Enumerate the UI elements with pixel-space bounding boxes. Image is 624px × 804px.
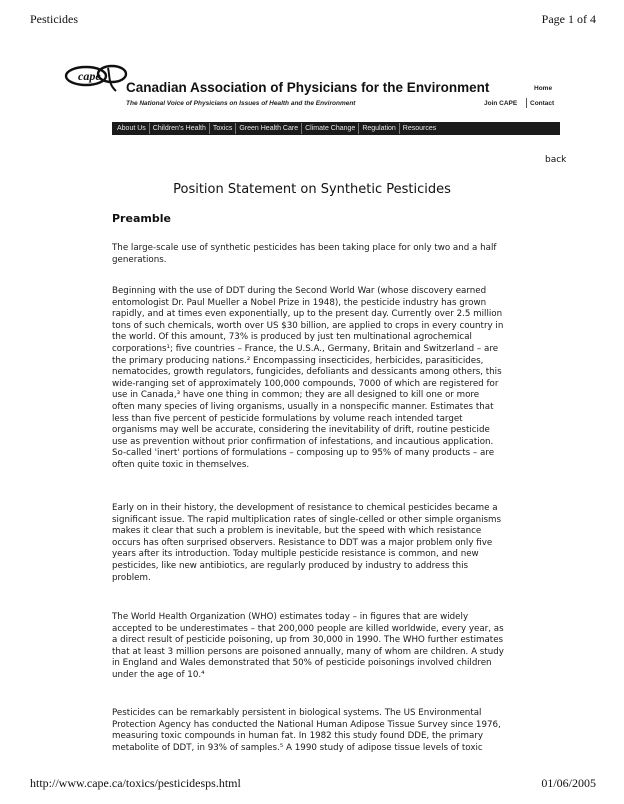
- paragraph-line: often quite toxic in themselves.: [112, 459, 250, 470]
- paragraph-line: Early on in their history, the development of resistance to chemical pesticides became a: [112, 503, 498, 513]
- nav-childrens-health[interactable]: Children's Health: [150, 123, 210, 134]
- nav-about-us[interactable]: About Us: [114, 123, 150, 134]
- paragraph-line: under the age of 10.⁴: [112, 669, 205, 680]
- paragraph-ddt-history: [112, 286, 568, 472]
- link-divider: [526, 98, 527, 108]
- paragraph-line: that at least 3 million persons are poisoned annually, many of whom are children. A study: [112, 646, 504, 657]
- print-header-title: Pesticides: [30, 12, 78, 26]
- paragraph-line: So-called 'inert' portions of formulations – composing up to 95% of many products – are: [112, 448, 495, 459]
- paragraph-resistance: [112, 503, 568, 584]
- paragraph-line: significant issue. The rapid multiplication rates of single-celled or other simple organisms: [112, 514, 502, 525]
- paragraph-line: problem.: [112, 572, 151, 583]
- paragraph-line: The large-scale use of synthetic pesticides has been taking place for only two and a half: [112, 243, 497, 253]
- main-nav: [112, 122, 560, 135]
- paragraph-line: The World Health Organization (WHO) estimates today – in figures that are widely: [112, 612, 469, 622]
- nav-green-health-care[interactable]: Green Health Care: [236, 123, 302, 134]
- paragraph-line: generations.: [112, 254, 167, 265]
- paragraph-line: use in Canada,³ have one thing in common; they are all designed to kill one or more: [112, 390, 480, 401]
- paragraph-line: organisms may well be accurate, considering the inevitability of drift, routine pesticide: [112, 425, 490, 436]
- print-date: 01/06/2005: [541, 776, 596, 790]
- org-name: Canadian Association of Physicians for the Environment: [126, 80, 490, 95]
- page-title: Position Statement on Synthetic Pesticides: [173, 182, 451, 197]
- paragraph-line: measuring toxic compounds in human fat. In 1982 this study found DDE, the primary: [112, 731, 483, 742]
- paragraph-line: entomologist Dr. Paul Mueller a Nobel Prize in 1948), the pesticide industry has grown: [112, 297, 487, 308]
- paragraph-line: use as prevention without prior confirmation of infestations, and incautious application.: [112, 436, 494, 447]
- join-cape-link[interactable]: Join CAPE: [484, 100, 518, 107]
- paragraph-line: tons of such chemicals, worth over US $30 billion, are applied to crops in every country in: [112, 320, 504, 331]
- paragraph-line: in England and Wales demonstrated that 50% of pesticide poisonings involved children: [112, 658, 492, 669]
- paragraph-line: rapidly, and at times even exponentially, up to the present day. Currently over 2.5 million: [112, 309, 503, 320]
- paragraph-line: the world. Of this amount, 73% is produced by just ten multinational agrochemical: [112, 332, 472, 343]
- section-title-preamble: Preamble: [112, 212, 171, 225]
- print-page-number: Page 1 of 4: [541, 12, 596, 26]
- paragraph-line: the primary producing nations.² Encompassing insecticides, herbicides, parasiticides,: [112, 355, 484, 366]
- nav-regulation[interactable]: Regulation: [359, 123, 399, 134]
- paragraph-line: a direct result of pesticide poisoning, up from 30,000 in 1990. The WHO further estimates: [112, 635, 504, 646]
- paragraph-line: Beginning with the use of DDT during the Second World War (whose discovery earned: [112, 286, 487, 296]
- paragraph-line: less than five percent of pesticide formulations by volume reach intended target: [112, 413, 463, 424]
- back-link[interactable]: back: [545, 155, 567, 165]
- paragraph-line: corporations¹; five countries – France, the U.S.A., Germany, Britain and Switzerland – are: [112, 343, 499, 354]
- paragraph-persistence: [112, 708, 568, 754]
- tagline: The National Voice of Physicians on Issues of Health and the Environment: [126, 100, 356, 107]
- nav-climate-change[interactable]: Climate Change: [302, 123, 359, 134]
- home-link[interactable]: Home: [534, 85, 553, 92]
- nav-toxics[interactable]: Toxics: [210, 123, 236, 134]
- print-url: http://www.cape.ca/toxics/pesticidesps.html: [30, 776, 241, 790]
- paragraph-line: Pesticides can be remarkably persistent in biological systems. The US Environmental: [112, 708, 482, 718]
- paragraph-line: pesticides, like new antibiotics, are regularly produced by industry to address this: [112, 560, 469, 571]
- paragraph-intro: [112, 243, 568, 266]
- paragraph-line: occurs has often surprised observers. Resistance to DDT was a major problem only five: [112, 537, 493, 548]
- paragraph-who-estimates: [112, 612, 568, 682]
- paragraph-line: years after its introduction. Today multiple pesticide resistance is common, and new: [112, 549, 479, 560]
- print-header: [30, 12, 596, 27]
- print-footer: [30, 776, 596, 791]
- paragraph-line: often many species of living organisms, usually in a nonspecific manner. Estimates that: [112, 401, 494, 412]
- logo-text: cape: [78, 69, 101, 83]
- paragraph-line: makes it clear that such a problem is inevitable, but the speed with which resistance: [112, 526, 482, 537]
- paragraph-line: wide-ranging set of approximately 100,000 compounds, 7000 of which are registered for: [112, 378, 499, 389]
- paragraph-line: Protection Agency has conducted the National Human Adipose Tissue Survey since 1976,: [112, 719, 501, 730]
- nav-resources[interactable]: Resources: [402, 125, 437, 132]
- site-header: [64, 58, 564, 118]
- paragraph-line: metabolite of DDT, in 93% of samples.⁵ A 1990 study of adipose tissue levels of toxic: [112, 742, 483, 753]
- contact-link[interactable]: Contact: [530, 100, 555, 107]
- paragraph-line: nematocides, growth regulators, fungicides, defoliants and dessicants among others, this: [112, 367, 502, 378]
- paragraph-line: accepted to be underestimates – that 200,000 people are killed worldwide, every year, as: [112, 623, 504, 634]
